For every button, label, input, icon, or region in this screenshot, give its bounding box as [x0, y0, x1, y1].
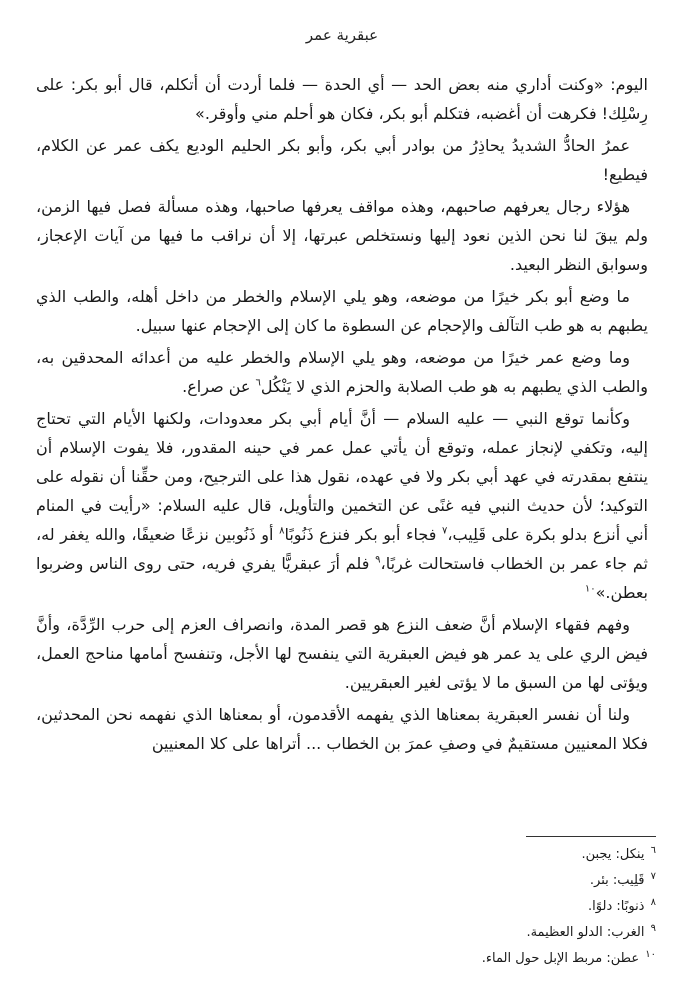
footnote-text: الغرب: الدلو العظيمة. [526, 925, 645, 940]
paragraph-text: هؤلاء رجال يعرفهم صاحبهم، وهذه مواقف يعرفها صاحبها، وهذه مسألة فصل فيها الزمن، ولم يبقَ لنا نحن الذين نعود إليها ونستخلص عبرتها، إلا أن نراقب ما فيها من آيات الإعجاز، وسوابق النظر البعيد. [36, 197, 648, 274]
footnote-ref[interactable]: ٨ [279, 525, 285, 537]
paragraph [36, 282, 648, 340]
footnote-text: ينكل: يجبن. [581, 847, 645, 862]
paragraph-text: ما وضع أبو بكر خيرًا من موضعه، وهو يلي الإسلام والخطر من داخل أهله، والطب الذي يطبهم به هو طب التآلف والإحجام عن السطوة ما كان إلى الإحجام عنها سبيل. [36, 287, 648, 335]
paragraph-text: اليوم: «وكنت أداري منه بعض الحد — أي الحدة — فلما أردت أن أتكلم، قال أبو بكر: على رِسْلِك! فكرهت أن أغضبه، فتكلم أبو بكر، فكان هو أحلم مني وأوقر.» [36, 75, 648, 123]
paragraph [36, 404, 648, 607]
footnote [356, 842, 656, 868]
footnote-number: ٩ [650, 922, 656, 934]
footnote-number: ١٠ [645, 948, 656, 960]
paragraph-text: ولنا أن نفسر العبقرية بمعناها الذي يفهمه الأقدمون، أو بمعناها الذي نفهمه نحن المحدثين، فكلا المعنيين مستقيمٌ في وصفِ عمرَ بن الخطاب ... أتراها على كلا المعنيين [36, 705, 648, 753]
paragraph [36, 610, 648, 697]
footnote [356, 868, 656, 894]
paragraph [36, 343, 648, 401]
footnote-number: ٦ [650, 844, 656, 856]
paragraph-text: أو ذَنُوبين نزعًا ضعيفًا، والله يغفر له، ثم جاء عمر بن الخطاب فاستحالت غربًا، [36, 525, 649, 573]
paragraph-text: وما وضع عمر خيرًا من موضعه، وهو يلي الإسلام والخطر عليه من أعدائه المحدقين به، والطب الذي يطبهم به هو طب الصلابة والحزم الذي لا يَنْكُل [36, 348, 648, 396]
footnote-ref[interactable]: ٦ [255, 377, 261, 389]
paragraph-text: عن صراع. [182, 377, 256, 396]
footnote-text: عطن: مربط الإبل حول الماء. [481, 951, 640, 966]
footnote-divider [526, 836, 656, 837]
paragraph-text: عمرُ الحادُّ الشديدُ يحاذِرُ من بوادر أبي بكر، وأبو بكر الحليم الوديع يكف عمر عن الكلام، فيطيع! [36, 136, 648, 184]
paragraph [36, 192, 648, 279]
footnote [356, 920, 656, 946]
paragraph [36, 131, 648, 189]
footnote-number: ٨ [650, 896, 656, 908]
paragraph [36, 700, 648, 758]
body-text [36, 70, 648, 761]
footnotes [356, 842, 656, 972]
footnote-ref[interactable]: ٧ [441, 525, 448, 537]
footnote-text: قَلِيب: بئر. [589, 873, 645, 888]
footnote [356, 894, 656, 920]
running-head: عبقرية عمر [305, 26, 379, 44]
footnote-ref[interactable]: ٩ [375, 554, 381, 566]
footnote-ref[interactable]: ١٠ [584, 583, 596, 595]
paragraph-text: فلم أرَ عبقريًّا يفري فريه، حتى روى الناس وضربوا بعطن.» [36, 554, 648, 602]
paragraph-text: فجاء أبو بكر فنزع ذَنُوبًا [284, 525, 442, 544]
paragraph [36, 70, 648, 128]
footnote-text: ذنوبًا: دلوًا. [588, 899, 645, 914]
footnote [356, 946, 656, 972]
paragraph-text: وكأنما توقع النبي — عليه السلام — أنَّ أيام أبي بكر معدودات، ولكنها الأيام التي تحتاج إليه، وتكفي لإنجاز عمله، وتوقع أن يأتي عمل عمر في حينه المقدور، فلا يفوت الإسلام أن ينتفع بمقدرته في عهد أبي بكر ولا في عهده، نقول هذا على الترجيح، ومن حقِّنا أن نقوله على التوكيد؛ لأن حديث النبي فيه غنًى عن التخمين والتأويل، قال عليه السلام: «رأيت في المنام أني أنزع بدلو بكرة على قَلِيب، [36, 409, 649, 544]
paragraph-text: وفهم فقهاء الإسلام أنَّ ضعف النزع هو قصر المدة، وانصراف العزم إلى حرب الرِّدَّة، وأنَّ فيض الري على يد عمر هو فيض العبقرية التي ينفسح لها الأجل، وتنفسح أمامها مناحج العمل، ويؤتى لها من السبق ما لا يؤتى لغير العبقريين. [36, 615, 648, 692]
footnote-number: ٧ [650, 870, 656, 882]
